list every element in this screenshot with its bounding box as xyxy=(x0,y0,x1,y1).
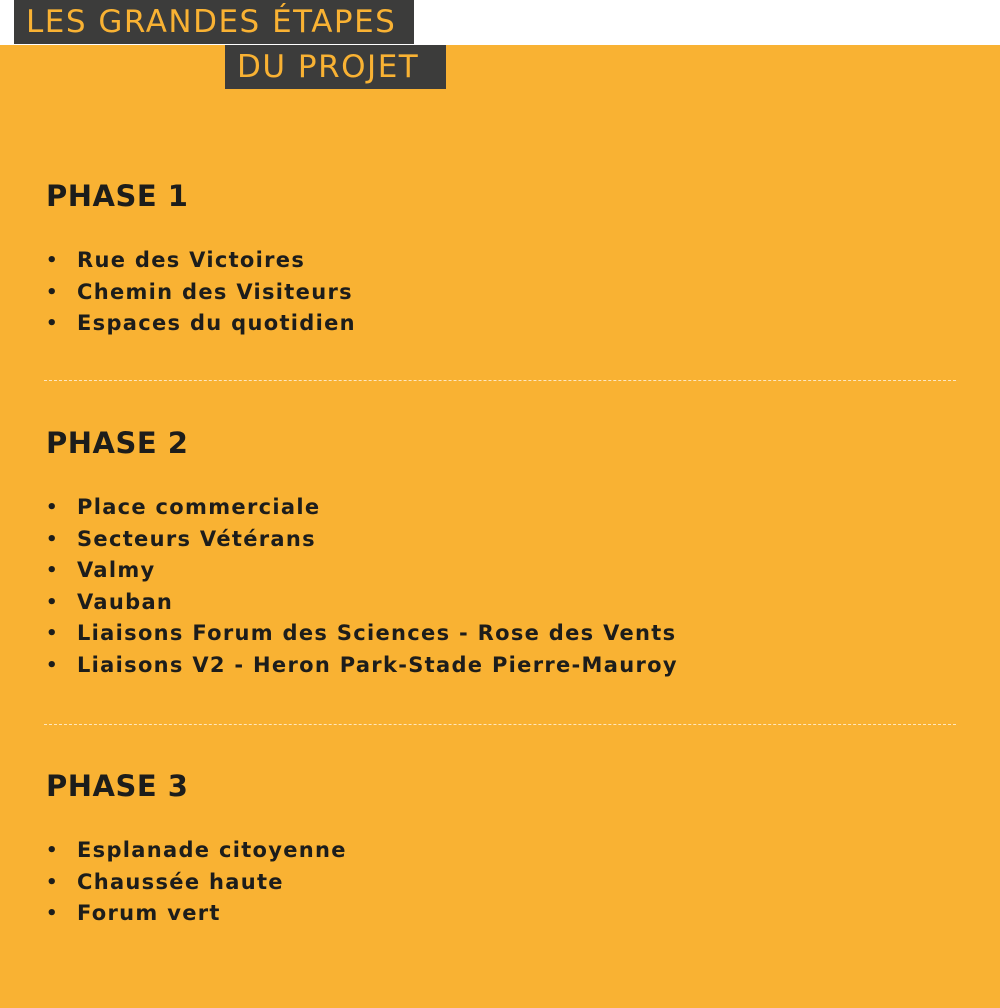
bullet-icon: • xyxy=(46,623,59,645)
list-item xyxy=(46,618,956,650)
list-item xyxy=(46,277,956,309)
list-item-label: Esplanade citoyenne xyxy=(77,838,347,862)
bullet-icon: • xyxy=(46,591,59,613)
list-item-label: Liaisons Forum des Sciences - Rose des Vents xyxy=(77,621,677,646)
list-item xyxy=(46,245,956,277)
phase-section-3 xyxy=(46,769,956,803)
list-item-label: Espaces du quotidien xyxy=(77,311,356,336)
bullet-icon: • xyxy=(46,840,59,861)
phase-title: PHASE 2 xyxy=(46,426,189,460)
list-item xyxy=(46,587,956,619)
list-item-label: Vauban xyxy=(77,589,174,614)
phase-1-list xyxy=(46,245,956,340)
list-item xyxy=(46,650,956,682)
phase-section-1 xyxy=(46,179,956,213)
phase-2-list xyxy=(46,492,956,682)
page-title-line-2: DU PROJET xyxy=(225,45,446,89)
list-item xyxy=(46,867,956,899)
list-item xyxy=(46,555,956,587)
section-divider xyxy=(44,380,956,381)
phase-section-2 xyxy=(46,426,956,460)
list-item xyxy=(46,492,956,524)
bullet-icon: • xyxy=(46,654,59,676)
phase-3-list xyxy=(46,835,956,930)
bullet-icon: • xyxy=(46,871,59,893)
list-item-label: Forum vert xyxy=(77,901,221,926)
phase-title: PHASE 1 xyxy=(46,179,189,213)
bullet-icon: • xyxy=(46,281,59,303)
list-item-label: Chemin des Visiteurs xyxy=(77,279,353,304)
list-item-label: Secteurs Vétérans xyxy=(77,526,316,551)
list-item xyxy=(46,835,956,867)
phase-title: PHASE 3 xyxy=(46,769,189,803)
list-item-label: Valmy xyxy=(77,558,156,583)
bullet-icon: • xyxy=(46,528,59,550)
bullet-icon: • xyxy=(46,497,59,518)
section-divider xyxy=(44,724,956,725)
page-title-line-1: LES GRANDES ÉTAPES xyxy=(14,0,414,44)
bullet-icon: • xyxy=(46,903,59,925)
list-item-label: Chaussée haute xyxy=(77,869,284,894)
list-item-label: Rue des Victoires xyxy=(77,248,306,272)
list-item xyxy=(46,898,956,930)
list-item-label: Liaisons V2 - Heron Park-Stade Pierre-Mauroy xyxy=(77,652,678,677)
list-item xyxy=(46,524,956,556)
bullet-icon: • xyxy=(46,560,59,582)
bullet-icon: • xyxy=(46,313,59,335)
list-item-label: Place commerciale xyxy=(77,495,321,519)
content-panel xyxy=(0,45,1000,1008)
list-item xyxy=(46,308,956,340)
bullet-icon: • xyxy=(46,250,59,271)
